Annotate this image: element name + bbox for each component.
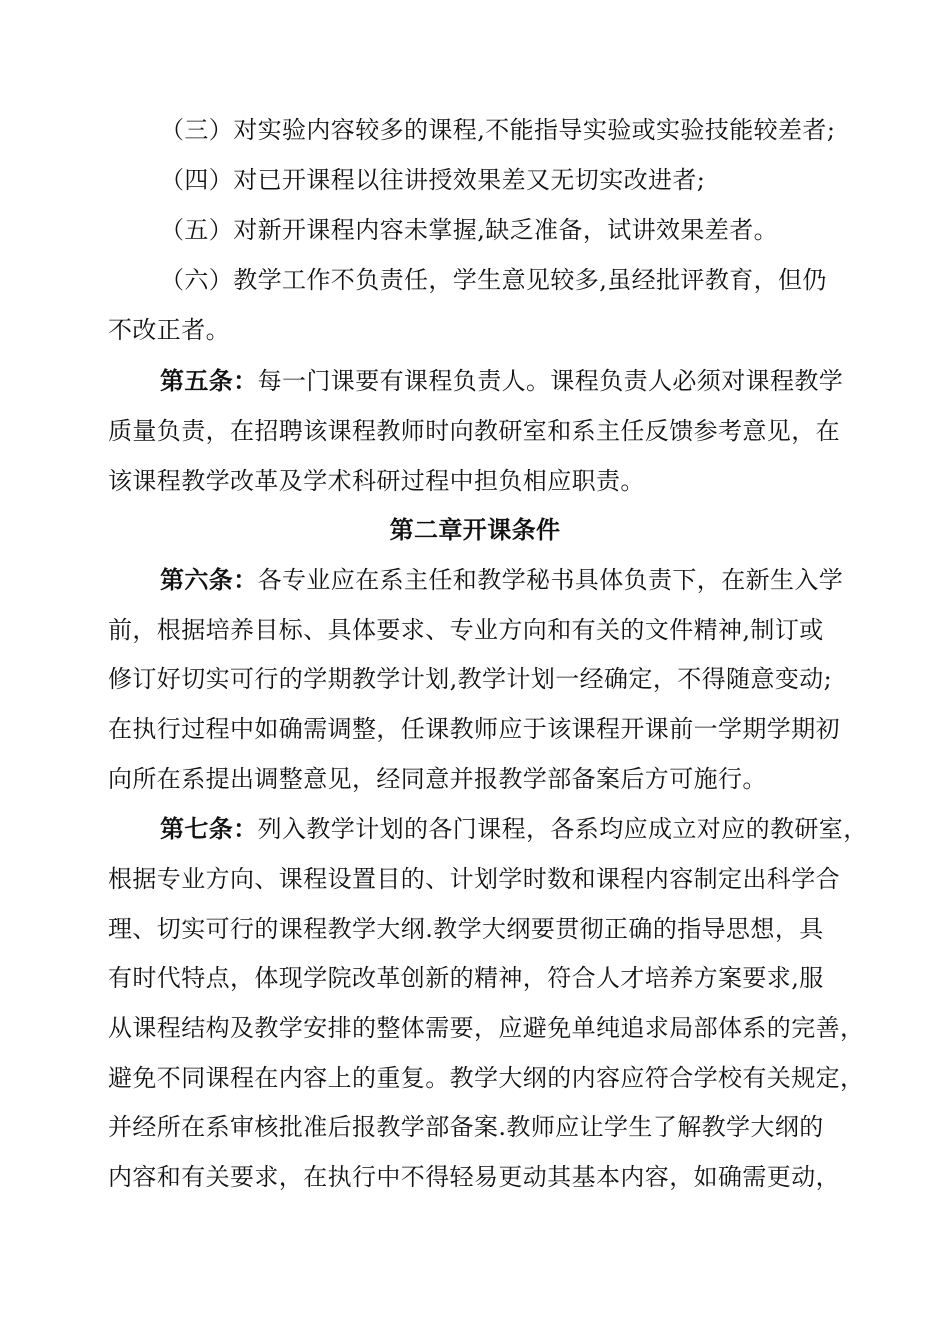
article-7-label: 第七条：: [160, 814, 258, 843]
item-4: （四）对已开课程以往讲授效果差又无切实改进者;: [160, 166, 706, 194]
article-5-line-3: 该课程教学改革及学术科研过程中担负相应职责。: [108, 467, 645, 495]
article-6-line-3: 修订好切实可行的学期教学计划,教学计划一经确定，不得随意变动;: [108, 665, 833, 693]
article-6-label: 第六条：: [160, 565, 258, 594]
article-6-line-5: 向所在系提出调整意见，经同意并报教学部备案后方可施行。: [108, 765, 767, 793]
article-5-line-1: [160, 366, 843, 396]
article-5-line-2: 质量负责，在招聘该课程教师时向教研室和系主任反馈参考意见，在: [108, 417, 840, 445]
article-7-text-1: 列入教学计划的各门课程，各系均应成立对应的教研室，: [257, 815, 868, 843]
article-7-line-6: 避免不同课程在内容上的重复。教学大纲的内容应符合学校有关规定，: [108, 1064, 865, 1092]
chapter-2-title: 第二章开课条件: [389, 515, 561, 544]
article-6-line-2: 前，根据培养目标、具体要求、专业方向和有关的文件精神,制订或: [108, 616, 824, 644]
article-6-line-1: [160, 565, 843, 595]
article-7-line-4: 有时代特点，体现学院改革创新的精神，符合人才培养方案要求,服: [108, 964, 824, 992]
item-3: （三）对实验内容较多的课程,不能指导实验或实验技能较差者;: [160, 116, 836, 144]
article-7-line-2: 根据专业方向、课程设置目的、计划学时数和课程内容制定出科学合: [108, 865, 840, 893]
item-6-line-2: 不改正者。: [108, 316, 230, 344]
item-5: （五）对新开课程内容未掌握,缺乏准备，试讲效果差者。: [160, 216, 779, 244]
article-7-line-8: 内容和有关要求，在执行中不得轻易更动其基本内容，如确需更动，: [108, 1163, 840, 1191]
article-6-text-1: 各专业应在系主任和教学秘书具体负责下，在新生入学: [257, 566, 844, 594]
article-7-line-7: 并经所在系审核批准后报教学部备案.教师应让学生了解教学大纲的: [108, 1113, 824, 1141]
article-7-line-1: [160, 814, 868, 844]
article-7-line-5: 从课程结构及教学安排的整体需要，应避免单纯追求局部体系的完善，: [108, 1014, 865, 1042]
article-5-label: 第五条：: [160, 366, 258, 395]
article-6-line-4: 在执行过程中如确需调整，任课教师应于该课程开课前一学期学期初: [108, 715, 840, 743]
item-6-line-1: （六）教学工作不负责任，学生意见较多,虽经批评教育，但仍: [160, 266, 827, 294]
article-7-line-3: 理、切实可行的课程教学大纲.教学大纲要贯彻正确的指导思想，具: [108, 915, 824, 943]
article-5-text-1: 每一门课要有课程负责人。课程负责人必须对课程教学: [257, 367, 844, 395]
